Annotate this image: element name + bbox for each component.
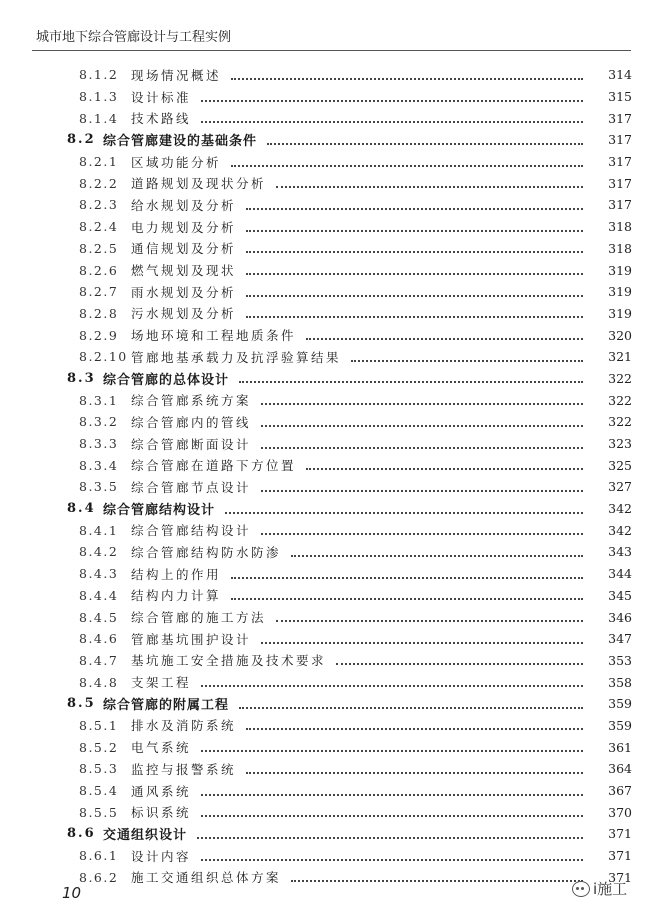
toc-leader-dots — [246, 758, 583, 774]
toc-entry-page: 319 — [608, 305, 632, 321]
toc-entry-number: 8.2.4 — [79, 219, 119, 235]
toc-entry-number: 8.2.3 — [79, 197, 119, 213]
toc-leader-dots — [231, 64, 583, 80]
toc-entry-number: 8.4.7 — [79, 652, 119, 668]
toc-entry-title: 燃气规划及现状 — [131, 263, 237, 279]
toc-entry-title: 电力规划及分析 — [131, 219, 237, 235]
toc-section-entry[interactable] — [0, 823, 663, 845]
toc-entry-page: 342 — [608, 501, 632, 517]
toc-entry[interactable] — [0, 801, 663, 823]
toc-leader-dots — [336, 649, 583, 665]
toc-entry[interactable] — [0, 780, 663, 802]
toc-entry-number: 8.3 — [67, 370, 96, 386]
toc-leader-dots — [239, 693, 583, 709]
toc-entry-title: 综合管廊在道路下方位置 — [131, 458, 297, 474]
toc-entry-number: 8.5.3 — [79, 761, 119, 777]
toc-entry[interactable] — [0, 172, 663, 194]
toc-entry-page: 361 — [608, 739, 632, 755]
toc-leader-dots — [246, 302, 583, 318]
toc-entry-title: 污水规划及分析 — [131, 306, 237, 322]
toc-entry[interactable] — [0, 281, 663, 303]
toc-section-entry[interactable] — [0, 129, 663, 151]
toc-entry-number: 8.2.6 — [79, 262, 119, 278]
toc-entry-page: 359 — [608, 717, 632, 733]
toc-entry-page: 364 — [608, 761, 632, 777]
toc-entry-number: 8.2.8 — [79, 305, 119, 321]
toc-entry-title: 现场情况概述 — [131, 67, 222, 83]
toc-entry[interactable] — [0, 845, 663, 867]
toc-entry-number: 8.5.4 — [79, 783, 119, 799]
toc-entry-number: 8.2.7 — [79, 284, 119, 300]
toc-entry-title: 综合管廊的总体设计 — [103, 372, 230, 388]
toc-entry-number: 8.4.3 — [79, 566, 119, 582]
toc-entry-page: 323 — [608, 436, 632, 452]
toc-leader-dots — [351, 346, 583, 362]
toc-entry[interactable] — [0, 585, 663, 607]
toc-entry-title: 场地环境和工程地质条件 — [131, 328, 297, 344]
toc-entry[interactable] — [0, 628, 663, 650]
toc-entry[interactable] — [0, 758, 663, 780]
toc-entry-page: 317 — [608, 175, 632, 191]
toc-entry-number: 8.5.1 — [79, 717, 119, 733]
toc-entry-number: 8.4.2 — [79, 544, 119, 560]
toc-entry-number: 8.2.9 — [79, 327, 119, 343]
toc-entry-title: 标识系统 — [131, 805, 192, 821]
toc-leader-dots — [261, 389, 583, 405]
toc-entry-page: 322 — [608, 370, 632, 386]
toc-entry-title: 综合管廊建设的基础条件 — [103, 134, 258, 150]
toc-leader-dots — [197, 823, 583, 839]
toc-leader-dots — [239, 367, 583, 383]
toc-entry-number: 8.1.3 — [79, 89, 119, 105]
toc-entry-page: 371 — [608, 848, 632, 864]
toc-entry-title: 综合管廊节点设计 — [131, 479, 252, 495]
toc-entry[interactable] — [0, 411, 663, 433]
toc-entry-page: 343 — [608, 544, 632, 560]
toc-entry-title: 设计内容 — [131, 848, 192, 864]
table-of-contents — [0, 64, 663, 888]
toc-entry-page: 327 — [608, 479, 632, 495]
toc-entry-page: 314 — [608, 67, 632, 83]
toc-entry[interactable] — [0, 303, 663, 325]
toc-entry[interactable] — [0, 194, 663, 216]
toc-entry-number: 8.5 — [67, 696, 96, 712]
toc-entry-page: 318 — [608, 219, 632, 235]
toc-entry[interactable] — [0, 151, 663, 173]
toc-entry-page: 318 — [608, 240, 632, 256]
toc-leader-dots — [201, 671, 583, 687]
toc-entry[interactable] — [0, 563, 663, 585]
toc-entry-title: 给水规划及分析 — [131, 197, 237, 213]
toc-entry[interactable] — [0, 866, 663, 888]
toc-leader-dots — [246, 281, 583, 297]
toc-entry-page: 346 — [608, 609, 632, 625]
toc-entry[interactable] — [0, 476, 663, 498]
toc-section-entry[interactable] — [0, 498, 663, 520]
toc-leader-dots — [291, 866, 583, 882]
toc-entry-title: 综合管廊的施工方法 — [131, 610, 267, 626]
toc-leader-dots — [201, 107, 583, 123]
toc-entry[interactable] — [0, 454, 663, 476]
toc-entry-number: 8.2.2 — [79, 175, 119, 191]
toc-leader-dots — [261, 476, 583, 492]
toc-entry[interactable] — [0, 389, 663, 411]
page-number: 10 — [62, 884, 82, 902]
toc-entry-page: 317 — [608, 110, 632, 126]
toc-leader-dots — [225, 498, 583, 514]
toc-entry-page: 320 — [608, 327, 632, 343]
toc-entry-title: 综合管廊系统方案 — [131, 393, 252, 409]
toc-entry-page: 322 — [608, 414, 632, 430]
toc-entry-page: 358 — [608, 674, 632, 690]
toc-entry[interactable] — [0, 216, 663, 238]
toc-entry-number: 8.2.1 — [79, 154, 119, 170]
toc-leader-dots — [261, 433, 583, 449]
watermark — [572, 878, 627, 899]
watermark-text: i施工 — [593, 880, 628, 898]
toc-leader-dots — [276, 606, 583, 622]
toc-leader-dots — [246, 216, 583, 232]
toc-entry-number: 8.5.5 — [79, 804, 119, 820]
toc-entry-title: 区域功能分析 — [131, 154, 222, 170]
toc-entry-number: 8.3.4 — [79, 457, 119, 473]
toc-entry-title: 技术路线 — [131, 111, 192, 127]
toc-entry-number: 8.3.5 — [79, 479, 119, 495]
toc-entry-page: 371 — [608, 826, 632, 842]
toc-entry-page: 342 — [608, 522, 632, 538]
toc-leader-dots — [201, 801, 583, 817]
toc-entry-title: 综合管廊内的管线 — [131, 414, 252, 430]
toc-entry-number: 8.1.4 — [79, 110, 119, 126]
toc-entry[interactable] — [0, 736, 663, 758]
toc-leader-dots — [231, 584, 583, 600]
toc-entry[interactable] — [0, 671, 663, 693]
toc-entry-number: 8.6.1 — [79, 848, 119, 864]
toc-entry-title: 交通组织设计 — [103, 828, 188, 844]
toc-entry-page: 371 — [608, 869, 632, 885]
toc-entry-title: 综合管廊断面设计 — [131, 436, 252, 452]
toc-entry-title: 支架工程 — [131, 675, 192, 691]
toc-entry[interactable] — [0, 541, 663, 563]
toc-entry[interactable] — [0, 519, 663, 541]
toc-leader-dots — [246, 194, 583, 210]
header-rule — [32, 50, 631, 51]
toc-entry-title: 结构内力计算 — [131, 588, 222, 604]
toc-entry[interactable] — [0, 433, 663, 455]
toc-entry-page: 317 — [608, 197, 632, 213]
toc-entry-title: 基坑施工安全措施及技术要求 — [131, 653, 327, 669]
toc-section-entry[interactable] — [0, 368, 663, 390]
toc-leader-dots — [276, 172, 583, 188]
toc-entry[interactable] — [0, 346, 663, 368]
toc-entry-number: 8.6 — [67, 826, 96, 842]
toc-entry-page: 347 — [608, 631, 632, 647]
toc-entry-title: 结构上的作用 — [131, 566, 222, 582]
toc-leader-dots — [261, 628, 583, 644]
toc-entry-page: 359 — [608, 696, 632, 712]
toc-leader-dots — [201, 845, 583, 861]
toc-entry-number: 8.3.2 — [79, 414, 119, 430]
toc-leader-dots — [201, 780, 583, 796]
wechat-icon — [572, 881, 590, 897]
toc-leader-dots — [246, 259, 583, 275]
toc-entry[interactable] — [0, 86, 663, 108]
toc-entry-page: 317 — [608, 132, 632, 148]
toc-leader-dots — [306, 324, 583, 340]
toc-entry-page: 321 — [608, 349, 632, 365]
toc-entry-page: 322 — [608, 392, 632, 408]
toc-entry[interactable] — [0, 259, 663, 281]
toc-entry-number: 8.5.2 — [79, 739, 119, 755]
toc-leader-dots — [201, 736, 583, 752]
toc-entry-title: 通风系统 — [131, 783, 192, 799]
toc-entry-page: 367 — [608, 783, 632, 799]
toc-entry-number: 8.2.5 — [79, 240, 119, 256]
toc-entry-title: 道路规划及现状分析 — [131, 176, 267, 192]
toc-entry-number: 8.4 — [67, 501, 96, 517]
toc-entry-title: 综合管廊的附属工程 — [103, 698, 230, 714]
toc-entry-title: 施工交通组织总体方案 — [131, 870, 282, 886]
toc-entry[interactable] — [0, 238, 663, 260]
toc-entry-number: 8.3.3 — [79, 436, 119, 452]
toc-leader-dots — [261, 519, 583, 535]
toc-entry[interactable] — [0, 324, 663, 346]
toc-entry-number: 8.1.2 — [79, 67, 119, 83]
toc-leader-dots — [246, 714, 583, 730]
toc-entry-page: 315 — [608, 89, 632, 105]
toc-entry-number: 8.4.1 — [79, 522, 119, 538]
toc-entry-title: 综合管廊结构防水防渗 — [131, 544, 282, 560]
toc-leader-dots — [246, 237, 583, 253]
toc-entry[interactable] — [0, 715, 663, 737]
toc-entry[interactable] — [0, 606, 663, 628]
toc-leader-dots — [306, 454, 583, 470]
toc-entry-page: 345 — [608, 587, 632, 603]
toc-leader-dots — [231, 151, 583, 167]
toc-leader-dots — [201, 86, 583, 102]
toc-leader-dots — [267, 129, 583, 145]
toc-entry-title: 电气系统 — [131, 740, 192, 756]
toc-entry-number: 8.4.5 — [79, 609, 119, 625]
toc-entry-title: 管廊地基承载力及抗浮验算结果 — [131, 349, 342, 365]
toc-entry-page: 370 — [608, 804, 632, 820]
toc-entry-page: 344 — [608, 566, 632, 582]
toc-entry-title: 设计标准 — [131, 89, 192, 105]
toc-entry-title: 综合管廊结构设计 — [103, 503, 216, 519]
toc-entry[interactable] — [0, 107, 663, 129]
toc-entry-number: 8.2 — [67, 132, 96, 148]
toc-entry-title: 雨水规划及分析 — [131, 284, 237, 300]
toc-leader-dots — [291, 541, 583, 557]
toc-entry-page: 317 — [608, 154, 632, 170]
toc-entry-title: 管廊基坑围护设计 — [131, 631, 252, 647]
toc-entry-number: 8.3.1 — [79, 392, 119, 408]
toc-entry[interactable] — [0, 650, 663, 672]
toc-entry-page: 319 — [608, 284, 632, 300]
toc-entry-title: 通信规划及分析 — [131, 241, 237, 257]
toc-entry-number: 8.4.6 — [79, 631, 119, 647]
toc-section-entry[interactable] — [0, 693, 663, 715]
toc-entry-number: 8.2.10 — [79, 349, 128, 365]
toc-entry-page: 319 — [608, 262, 632, 278]
toc-entry-number: 8.4.4 — [79, 587, 119, 603]
toc-entry-title: 监控与报警系统 — [131, 761, 237, 777]
toc-entry-title: 综合管廊结构设计 — [131, 523, 252, 539]
running-header: 城市地下综合管廊设计与工程实例 — [36, 30, 232, 45]
toc-leader-dots — [261, 411, 583, 427]
toc-entry[interactable] — [0, 64, 663, 86]
toc-entry-number: 8.4.8 — [79, 674, 119, 690]
toc-entry-title: 排水及消防系统 — [131, 718, 237, 734]
toc-entry-number: 8.6.2 — [79, 869, 119, 885]
toc-entry-page: 353 — [608, 652, 632, 668]
toc-leader-dots — [231, 563, 583, 579]
toc-entry-page: 325 — [608, 457, 632, 473]
